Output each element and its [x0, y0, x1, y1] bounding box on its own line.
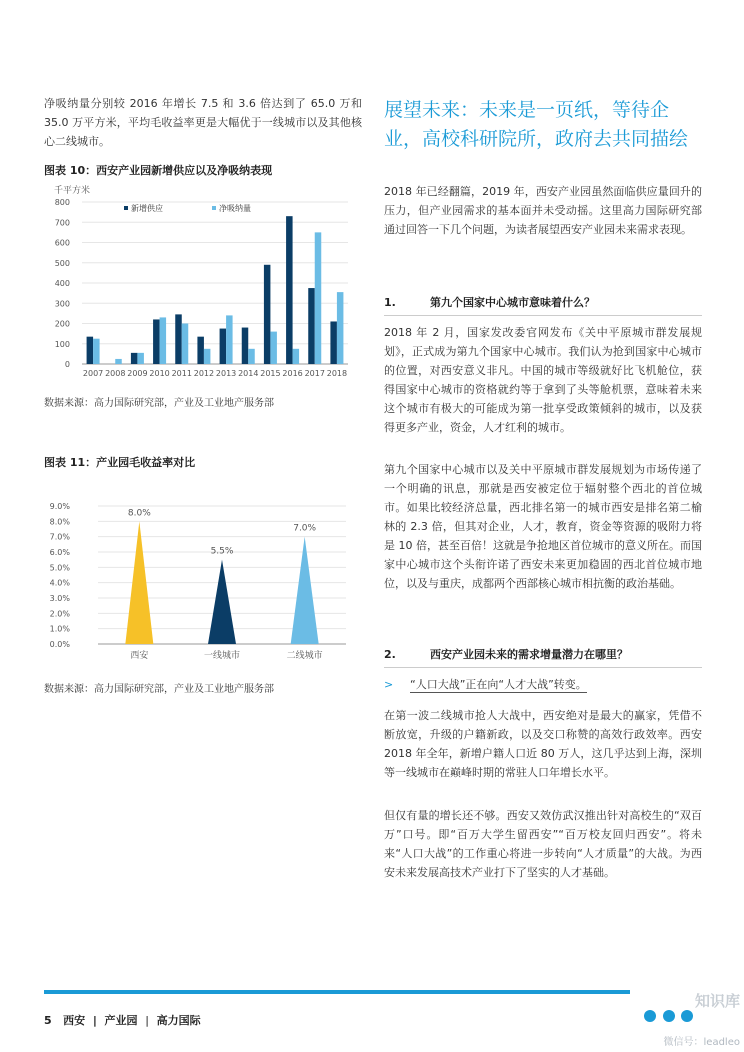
y-tick-label: 400: [54, 279, 70, 288]
x-tick-label: 2018: [326, 369, 348, 378]
y-tick-label: 9.0%: [49, 502, 70, 511]
footer-company: 高力国际: [156, 1014, 201, 1027]
question-1-heading: [384, 294, 702, 310]
figure-10-source: 数据来源：高力国际研究部，产业及工业地产服务部: [44, 398, 274, 409]
question-2-paragraph-1: 在第一波二线城市抢人大战中，西安绝对是最大的赢家，凭借不断放宽，升级的户籍新政，以及交口称赞的高效行政效率。西安 2018 年全年，新增户籍人口近 80 万人，这几乎达到上海，深圳等一线城市在巅峰时期的常驻人口年增长水平。: [384, 709, 702, 779]
figure-10-title: 图表 10：西安产业园新增供应以及净吸纳表现: [44, 164, 273, 177]
question-2-divider: [384, 667, 702, 668]
supply-absorption-chart: [40, 180, 360, 385]
bar-absorption: [337, 292, 344, 364]
bar-supply: [242, 328, 249, 364]
yield-triangle: [208, 560, 236, 644]
bar-supply: [131, 353, 138, 364]
footer-section: 产业园: [104, 1014, 138, 1027]
bar-supply: [286, 216, 293, 364]
question-1-divider: [384, 315, 702, 316]
bar-absorption: [137, 353, 144, 364]
question-2-title: 西安产业园未来的需求增量潜力在哪里？: [430, 648, 628, 661]
y-tick-label: 6.0%: [49, 548, 70, 557]
x-tick-label: 2010: [149, 369, 170, 378]
bar-absorption: [182, 324, 189, 365]
outlook-intro: 2018 年已经翻篇，2019 年，西安产业园虽然面临供应量回升的压力，但产业园需求的基本面并未受动摇。这里高力国际研究部通过回答一下几个问题，为读者展望西安产业园未来需求表现。: [384, 185, 702, 236]
data-label: 8.0%: [127, 508, 151, 519]
bar-absorption: [248, 349, 255, 364]
y-tick-label: 7.0%: [49, 532, 70, 542]
legend-swatch: [124, 206, 128, 210]
x-tick-label: 2013: [215, 369, 237, 378]
y-tick-label: 5.0%: [49, 563, 70, 573]
figure-11-title: 图表 11：产业园毛收益率对比: [44, 456, 196, 469]
footer-label: [44, 1012, 201, 1028]
bar-absorption: [315, 232, 322, 364]
bar-supply: [153, 319, 160, 364]
x-tick-label: 2016: [282, 369, 303, 378]
figure-11-source: 数据来源：高力国际研究部，产业及工业地产服务部: [44, 684, 274, 695]
bar-supply: [175, 314, 182, 364]
y-tick-label: 0: [64, 360, 70, 369]
question-2-bullet: [384, 676, 587, 692]
gross-yield-chart: [40, 490, 360, 670]
legend-swatch: [212, 206, 216, 210]
bar-supply: [220, 329, 227, 364]
data-label: 5.5%: [210, 546, 234, 557]
footer-city: 西安: [63, 1014, 86, 1027]
y-tick-label: 3.0%: [49, 594, 70, 603]
bar-absorption: [270, 332, 277, 364]
page-number: 5: [44, 1014, 52, 1027]
y-tick-label: 8.0%: [49, 517, 70, 527]
intro-paragraph: 净吸纳量分别较 2016 年增长 7.5 和 3.6 倍达到了 65.0 万和 35.0 万平方米，平均毛收益率更是大幅优于一线城市以及其他核心二线城市。: [44, 97, 362, 148]
data-label: 7.0%: [293, 523, 317, 534]
y-tick-label: 600: [54, 238, 70, 248]
bar-supply: [330, 321, 337, 364]
question-2-paragraph-2: 但仅有量的增长还不够。西安又效仿武汉推出针对高校生的“双百万”口号。即“百万大学生留西安”“百万校友回归西安”。将未来“人口大战”的工作重心将进一步转向“人才质量”的大战。为西安未来发展高技术产业打下了坚实的人才基础。: [384, 809, 702, 879]
bar-absorption: [160, 317, 167, 364]
question-2-heading: [384, 646, 702, 662]
footer-bar: [44, 990, 630, 994]
y-tick-label: 500: [54, 258, 70, 268]
legend-label: 新增供应: [131, 204, 163, 213]
y-tick-label: 300: [54, 299, 70, 309]
bar-absorption: [226, 315, 233, 364]
y-axis-label: 千平方米: [54, 186, 91, 196]
x-tick-label: 一线城市: [203, 651, 241, 661]
watermark-logo: 知识库: [694, 992, 740, 1010]
bar-supply: [197, 337, 204, 364]
x-tick-label: 西安: [130, 651, 149, 661]
section-heading: 展望未来：未来是一页纸，等待企业，高校科研院所，政府去共同描绘: [384, 99, 689, 150]
footer-separator-2: |: [145, 1014, 149, 1027]
bar-supply: [308, 288, 315, 364]
y-tick-label: 0.0%: [49, 640, 70, 649]
y-tick-label: 2.0%: [49, 609, 70, 619]
bar-absorption: [293, 349, 300, 364]
x-tick-label: 2009: [127, 369, 148, 378]
question-1-paragraph-2: 第九个国家中心城市以及关中平原城市群发展规划为市场传递了一个明确的讯息，那就是西安被定位于辐射整个西北的首位城市。如果比较经济总量，西北排名第一的城市西安是排名第二榆林的 2.3 倍，但其对企业，人才，教育，资金等资源的吸附力将是 10 倍，甚至百倍！这就是争抢地区首位城市的意义所在。而国家中心城市这个头衔许诺了西安未来更加稳固的西北首位城市地位，以及与重庆，成都两个西部核心城市相抗衡的政治基础。: [384, 463, 702, 590]
y-tick-label: 1.0%: [49, 624, 70, 634]
y-tick-label: 700: [54, 218, 70, 228]
bullet-text: “人口大战”正在向“人才大战”转变。: [410, 678, 587, 691]
y-tick-label: 800: [54, 198, 70, 207]
x-tick-label: 2007: [82, 369, 104, 378]
bar-absorption: [115, 359, 122, 364]
legend-label: 净吸纳量: [219, 204, 251, 213]
x-tick-label: 2011: [171, 369, 192, 378]
x-tick-label: 2012: [193, 369, 215, 378]
bar-absorption: [93, 339, 100, 364]
x-tick-label: 2014: [238, 369, 259, 378]
x-tick-label: 二线城市: [286, 651, 323, 661]
y-tick-label: 4.0%: [49, 578, 70, 588]
bar-supply: [264, 265, 271, 364]
question-1-title: 第九个国家中心城市意味着什么？: [430, 296, 595, 309]
question-1-number: 1.: [384, 296, 396, 309]
bar-supply: [87, 337, 94, 364]
y-tick-label: 200: [54, 319, 70, 329]
question-1-paragraph-1: 2018 年 2 月，国家发改委官网发布《关中平原城市群发展规划》，正式成为第九个国家中心城市。我们认为抢到国家中心城市的位置，对西安意义非凡。中国的城市等级就好比飞机舱位，获得国家中心城市的资格就约等于拿到了头等舱机票，意味着未来这个城市有极大的可能成为第一批享受政策倾斜的城市，以及获得更多产业，资金，人才红利的城市。: [384, 326, 702, 434]
bullet-marker: >: [384, 678, 394, 691]
yield-triangle: [291, 537, 319, 644]
watermark: [640, 990, 740, 1048]
bar-absorption: [204, 349, 211, 364]
y-tick-label: 100: [54, 339, 70, 349]
x-tick-label: 2008: [105, 369, 126, 378]
x-tick-label: 2015: [260, 369, 281, 378]
watermark-wechat: 微信号：leadleo: [663, 1037, 740, 1048]
x-tick-label: 2017: [304, 369, 325, 378]
question-2-number: 2.: [384, 648, 396, 661]
footer-separator-1: |: [92, 1014, 97, 1027]
